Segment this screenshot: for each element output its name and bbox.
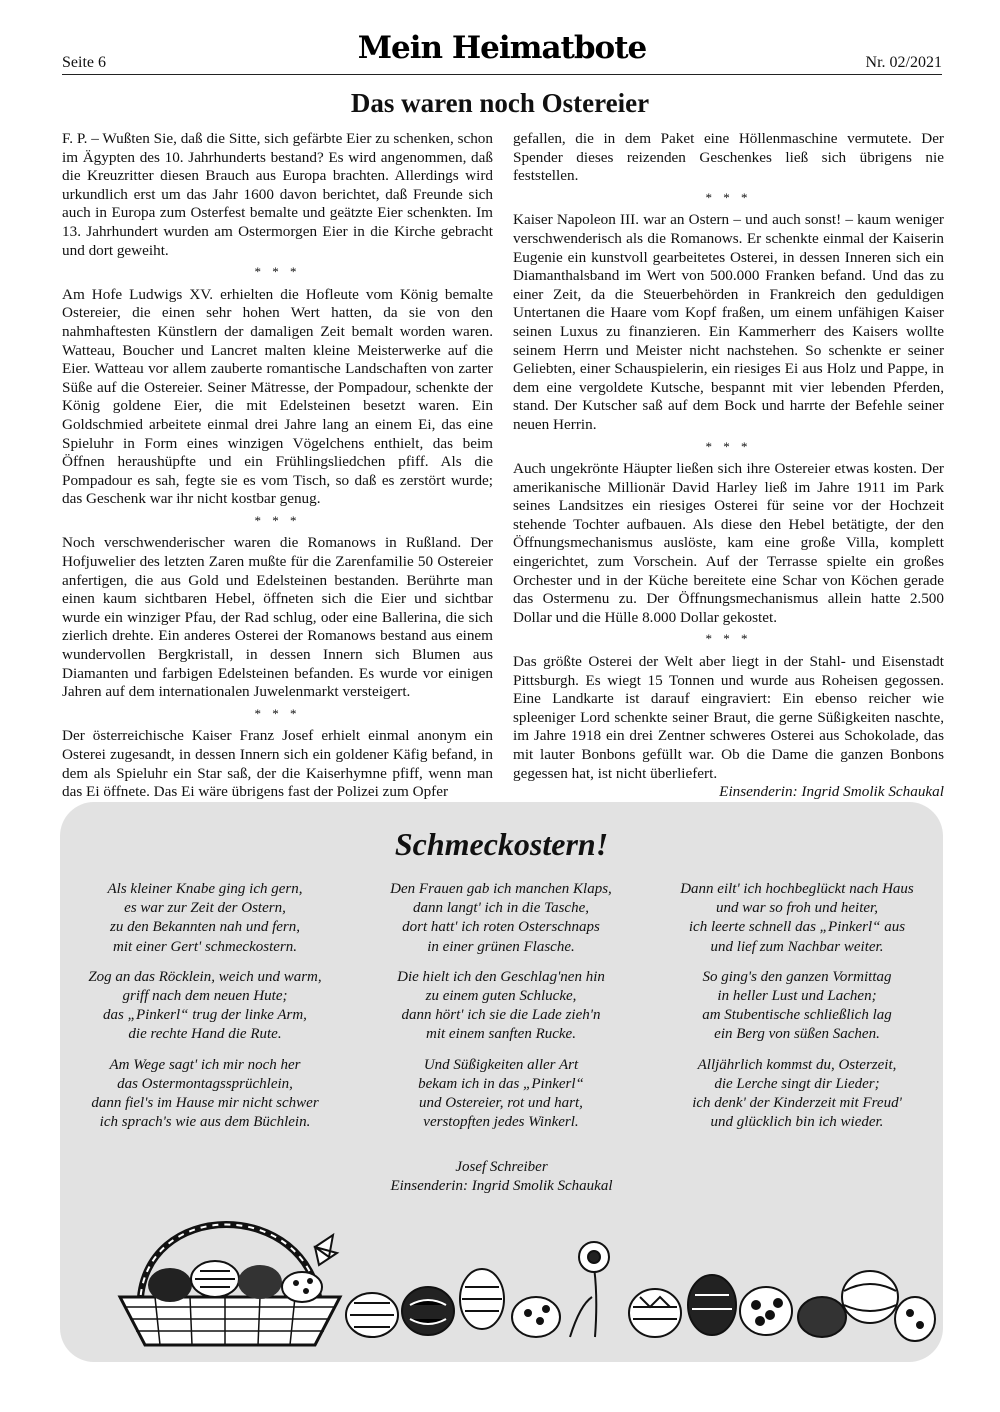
poem-line: ich sprach's wie aus dem Büchlein. xyxy=(99,1114,311,1131)
poem-column-2 xyxy=(356,880,646,1143)
article-paragraph: F. P. – Wußten Sie, daß die Sitte, sich gefärbte Eier zu schenken, schon im Ägypten des 10. Jahrhunderts bestand? Es wird angenommen, daß die Kreuzritter diesen Brauch aus Europa brachten. Allerdings wird urkundlich erst um das Jahr 1600 davon berichtet, daß Freunde sich auch in Europa zum Osterfest bemalte und geätzte Eier schenkten. Im 13. Jahrhundert wurden am Ostermorgen Eier in die Kirche gebracht und dort geweiht. xyxy=(62,130,493,259)
poem-line: mit einer Gert' schmeckostern. xyxy=(113,938,297,955)
section-divider: * * * xyxy=(254,264,301,280)
poem-author: Josef Schreiber xyxy=(455,1159,548,1175)
article-paragraph: gefallen, die in dem Paket eine Höllenmaschine vermutete. Der Spender dieses reizenden Geschenkes ließ sich übrigens nie feststellen. xyxy=(513,130,944,185)
page-header xyxy=(62,30,942,75)
poem-line: das „Pinkerl“ trug der linke Arm, xyxy=(103,1007,307,1024)
article-paragraph: Das größte Osterei der Welt aber liegt in der Stahl- und Eisenstadt Pittsburgh. Es wiegt 15 Tonnen und wurde aus Roheisen gegossen. Eine Landkarte ist darauf eingraviert: Ein ebenso reicher wie spleeniger Lord schenkte seiner Braut, die gerne Süßigkeiten naschte, im Jahre 1918 ein drei Zentner schweres Osterei aus Schokolade, das mit lauter Bonbons gefüllt war. Ob die Dame die ganzen Bonbons gegessen hat, ist nicht überliefert. xyxy=(513,653,944,782)
section-divider: * * * xyxy=(254,512,301,528)
poem-line: zu einem guten Schlucke, xyxy=(425,988,577,1005)
poem-line: ich denk' der Kinderzeit mit Freud' xyxy=(692,1095,902,1112)
poem-line: Als kleiner Knabe ging ich gern, xyxy=(107,881,303,897)
poem-line: und Ostereier, rot und hart, xyxy=(419,1095,583,1112)
article-title: Das waren noch Ostereier xyxy=(350,88,650,118)
page-number: Seite 6 xyxy=(62,54,106,71)
poem-column-3 xyxy=(652,880,942,1143)
poem-title: Schmeckostern! xyxy=(394,826,609,862)
poem-stanza xyxy=(356,968,646,1045)
article-paragraph: Am Hofe Ludwigs XV. erhielten die Hofleute vom König bemalte Ostereier, die einen sehr hohen Wert hatten, da sie von den nahmhaftesten Künstlern der damaligen Zeit bemalt worden waren. Watteau, Boucher und Lancret malten kleine Meisterwerke auf die Eier. Watteau vor allem zauberte romantische Landschaften von zarter Süße auf die Ostereier. Seiner Mätresse, der Pompadour, schenkte der König goldene Eier, die mit Edelsteinen besetzt waren. Ein Goldschmied arbeitete einmal drei Jahre lang an einem Ei, das eine Spieluhr in Form eines winzigen Vögelchens enthielt, das beim Öffnen heraushüpfte und ein Frühlingsliedchen pfiff. Als die Pompadour es sah, fegte sie es vom Tisch, so daß es zerstört wurde; das Geschenk war ihr nicht kostbar genug. xyxy=(62,285,493,508)
easter-basket-icon xyxy=(110,1187,940,1347)
poem-sender: Einsenderin: Ingrid Smolik Schaukal xyxy=(390,1178,613,1194)
poem-line: dann hört' ich sie die Lade zieh'n xyxy=(401,1007,601,1024)
poem-line: Die hielt ich den Geschlag'nen hin xyxy=(397,968,605,985)
section-divider: * * * xyxy=(705,631,752,647)
poem-line: in heller Lust und Lachen; xyxy=(717,988,877,1005)
poem-line: und glücklich bin ich wieder. xyxy=(710,1114,884,1131)
poem-line: Dann eilt' ich hochbeglückt nach Haus xyxy=(680,881,914,897)
poem-stanza xyxy=(652,1056,942,1133)
poem-line: dann langt' ich in die Tasche, xyxy=(413,900,589,917)
poem-stanza xyxy=(356,880,646,957)
poem-line: die Lerche singt dir Lieder; xyxy=(714,1075,880,1092)
article-paragraph: Der österreichische Kaiser Franz Josef erhielt einmal anonym ein Osterei zugesandt, in dessen Innern sich ein goldener Käfig befand, in dem als Spieluhr ein Star saß, der die Kaiserhymne pfiff, wenn man das Ei öffnete. Das Ei wäre übrigens fast der Polizei zum Opfer xyxy=(62,727,493,801)
poem-line: und war so froh und heiter, xyxy=(716,900,878,917)
poem-box xyxy=(60,802,943,1362)
poem-line: Den Frauen gab ich manchen Klaps, xyxy=(390,881,612,897)
poem-line: am Stubentische schließlich lag xyxy=(702,1007,892,1024)
poem-line: dort hatt' ich roten Osterschnaps xyxy=(402,919,600,936)
poem-line: zu den Bekannten nah und fern, xyxy=(110,919,300,936)
poem-line: So ging's den ganzen Vormittag xyxy=(702,968,892,985)
poem-stanza xyxy=(652,968,942,1045)
poem-line: ein Berg von süßen Sachen. xyxy=(714,1026,880,1043)
article-paragraph: Kaiser Napoleon III. war an Ostern – und auch sonst! – kaum weniger verschwenderisch als die Romanows. Er schenkte einmal der Kaiserin Eugenie ein kunstvoll gearbeitetes Osterei, in dessen Inneren sich ein Diamanthalsband im Wert von 500.000 Franken befand. Und das zu einer Zeit, da die Steuerbehörden in Frankreich den geduldigen Untertanen die Haare vom Kopf fraßen, um einem unfähigen Kaiser seinen Luxus zu finanzieren. Ein Kammerherr des Kaisers wollte seinem Herrn und Meister nicht nachstehen. So schenkte er seiner Geliebten, einer Schauspielerin, ein riesiges Ei aus Holz und Pappe, in dem eine vergoldete Kutsche, bespannt mit vier lebenden Pferden, stand. Der Kutscher saß auf dem Bock und harrte der Befehle seiner neuen Herrin. xyxy=(513,211,944,433)
poem-stanza xyxy=(356,1056,646,1133)
poem-line: Am Wege sagt' ich mir noch her xyxy=(109,1056,301,1073)
poem-line: in einer grünen Flasche. xyxy=(427,938,575,955)
poem-line: es war zur Zeit der Ostern, xyxy=(124,900,286,917)
poem-line: griff nach dem neuen Hute; xyxy=(122,988,288,1005)
article-paragraph: Noch verschwenderischer waren die Romanows in Rußland. Der Hofjuwelier des letzten Zaren mußte für die Zarenfamilie 50 Ostereier anfertigen, die aus Gold und Edelsteinen bestanden. Berührte man einen kaum sichtbaren Hebel, öffneten sich die Eier und sichtbar wurde ein winziger Pfau, der Rad schlug, oder eine Ballerina, die sich zierlich drehte. Ein anderes Osterei der Romanows bestand aus einem wundervollen Bergkristall, in dessen Innern sich Blumen aus Diamanten und farbigen Edelsteinen befanden. Es wurde vor einigen Jahren auf dem internationalen Juwelenmarkt versteigert. xyxy=(62,534,493,701)
poem-line: Alljährlich kommst du, Osterzeit, xyxy=(697,1056,897,1073)
poem-stanza xyxy=(652,880,942,957)
poem-line: ich leerte schnell das „Pinkerl“ aus xyxy=(688,919,906,936)
poem-line: Zog an das Röcklein, weich und warm, xyxy=(88,968,322,985)
section-divider: * * * xyxy=(705,438,752,454)
poem-stanza xyxy=(60,968,350,1045)
poem-stanza xyxy=(60,880,350,957)
article-column-left xyxy=(62,130,493,802)
article-column-right xyxy=(513,130,944,802)
poem-line: bekam ich in das „Pinkerl“ xyxy=(418,1075,584,1092)
issue-number: Nr. 02/2021 xyxy=(865,54,942,71)
section-divider: * * * xyxy=(705,189,752,205)
poem-line: die rechte Hand die Rute. xyxy=(128,1026,282,1043)
poem-line: Und Süßigkeiten aller Art xyxy=(423,1056,579,1073)
poem-line: und lief zum Nachbar weiter. xyxy=(710,938,884,955)
poem-line: das Ostermontagssprüchlein, xyxy=(117,1075,293,1092)
poem-stanza xyxy=(60,1056,350,1133)
poem-line: mit einem sanften Rucke. xyxy=(426,1026,576,1043)
section-divider: * * * xyxy=(254,705,301,721)
masthead-logo: Mein Heimatbote xyxy=(357,30,647,66)
poem-line: dann fiel's im Hause mir nicht schwer xyxy=(91,1095,319,1112)
article-paragraph: Auch ungekrönte Häupter ließen sich ihre Ostereier etwas kosten. Der amerikanische Millionär David Harley ließ im Jahre 1911 im Park seines Landsitzes ein riesiges Osterei für seine vor der Hochzeit stehende Tochter aufbauen. Als diese den Hebel betätigte, der den Öffnungsmechanismus auslöste, kam eine große Villa, komplett eingerichtet, zum Vorschein. Auf der Terrasse spielte ein großes Orchester und in der Küche bereitete eine Schar von Köchen gerade das Ostermenu zu. Der Öffnungsmechanismus allein hatte 2.500 Dollar und die Hülle 8.000 Dollar gekostet. xyxy=(513,460,944,626)
article-signature: Einsenderin: Ingrid Smolik Schaukal xyxy=(719,783,944,801)
poem-line: verstopften jedes Winkerl. xyxy=(423,1114,579,1131)
poem-column-1 xyxy=(60,880,350,1143)
